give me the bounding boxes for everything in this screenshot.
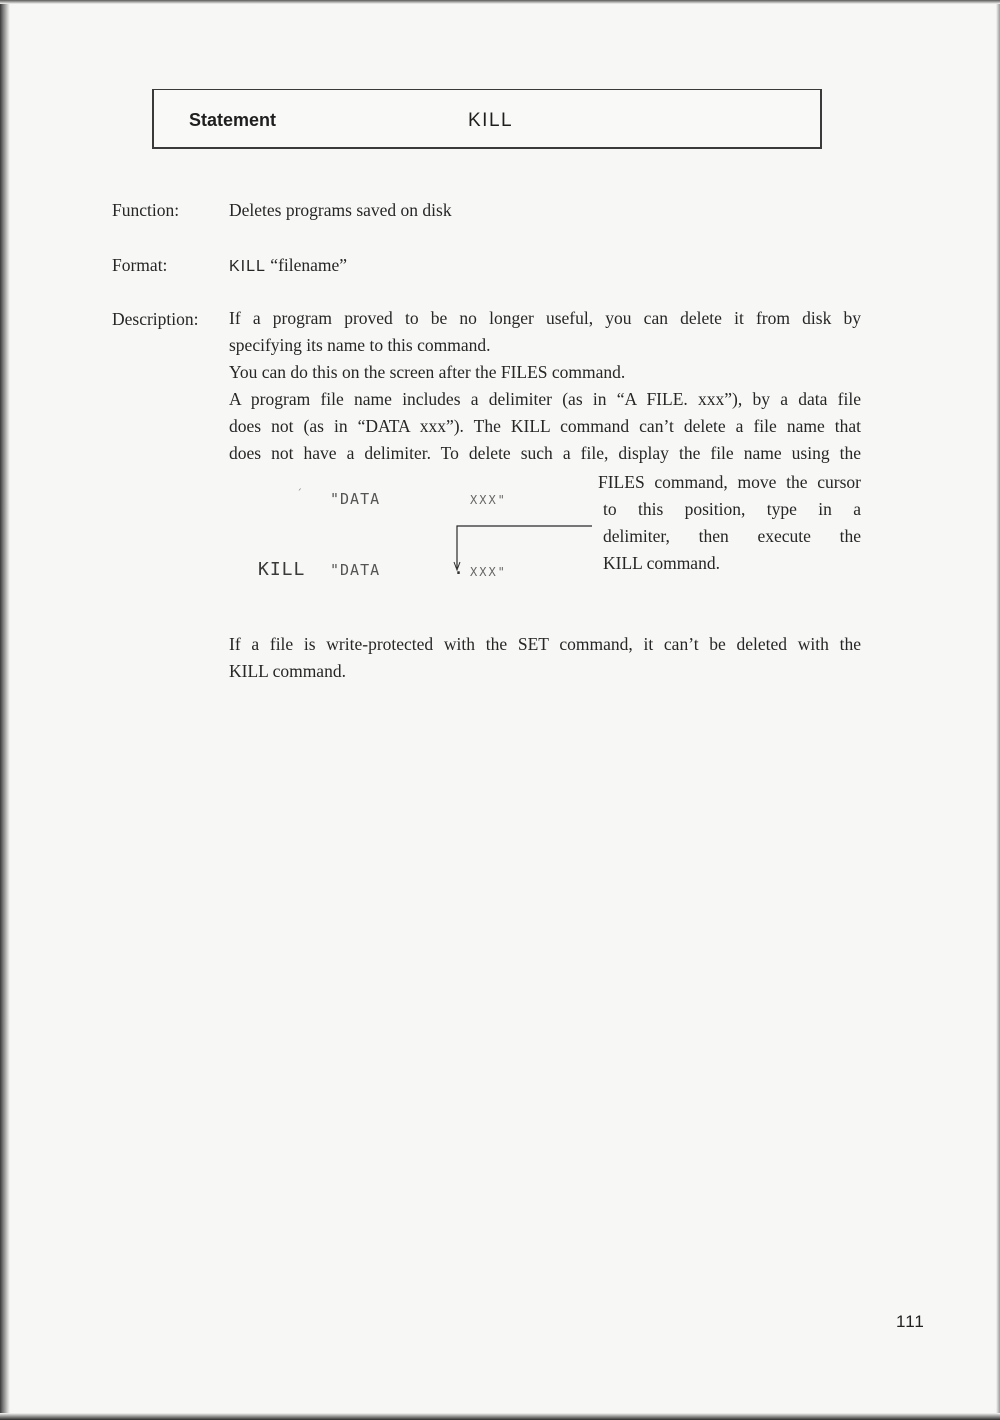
example-line2-ext: XXX" xyxy=(470,565,507,579)
description-line: specifying its name to this command. xyxy=(229,335,491,355)
closing-line: If a file is write-protected with the SET command, it can’t be deleted with the xyxy=(229,634,861,654)
format-command: KILL xyxy=(229,258,266,275)
example-line1-ext: XXX" xyxy=(470,493,507,507)
description-line: You can do this on the screen after the FILES command. xyxy=(229,362,626,382)
statement-header-box xyxy=(152,89,822,149)
side-line: KILL command. xyxy=(603,553,720,573)
example-inserted-delimiter: . xyxy=(454,560,465,578)
closing-paragraph xyxy=(229,631,861,685)
scan-edge-left xyxy=(0,0,10,1420)
function-label: Function: xyxy=(112,200,180,220)
description-line: A program file name includes a delimiter (as in “A FILE. xxx”), by a data file xyxy=(229,389,861,409)
statement-label: Statement xyxy=(189,110,277,130)
closing-line: KILL command. xyxy=(229,661,346,681)
description-line: does not (as in “DATA xxx”). The KILL command can’t delete a file name that xyxy=(229,416,861,436)
example-tick-mark: ´ xyxy=(296,487,304,500)
scan-edge-top xyxy=(0,0,1000,4)
statement-name: KILL xyxy=(468,110,514,131)
side-line: delimiter, then execute the xyxy=(603,526,861,546)
scan-edge-bottom xyxy=(0,1413,1000,1420)
description-line: If a program proved to be no longer useful, you can delete it from disk by xyxy=(229,308,861,328)
format-value xyxy=(229,255,347,276)
format-label: Format: xyxy=(112,255,168,275)
function-value: Deletes programs saved on disk xyxy=(229,200,452,220)
format-argument: “filename” xyxy=(270,255,348,275)
example-line2-command: KILL xyxy=(258,559,306,580)
scan-edge-right xyxy=(996,0,1000,1420)
description-label: Description: xyxy=(112,309,199,329)
example-line2-name: "DATA xyxy=(330,561,381,579)
description-line: does not have a delimiter. To delete such a file, display the file name using the xyxy=(229,443,861,463)
page-number: 111 xyxy=(896,1312,925,1331)
example-line1-name: "DATA xyxy=(330,490,381,508)
description-side-text xyxy=(598,469,861,577)
description-body xyxy=(229,305,861,467)
side-line: FILES command, move the cursor xyxy=(598,472,861,492)
side-line: to this position, type in a xyxy=(603,499,861,519)
